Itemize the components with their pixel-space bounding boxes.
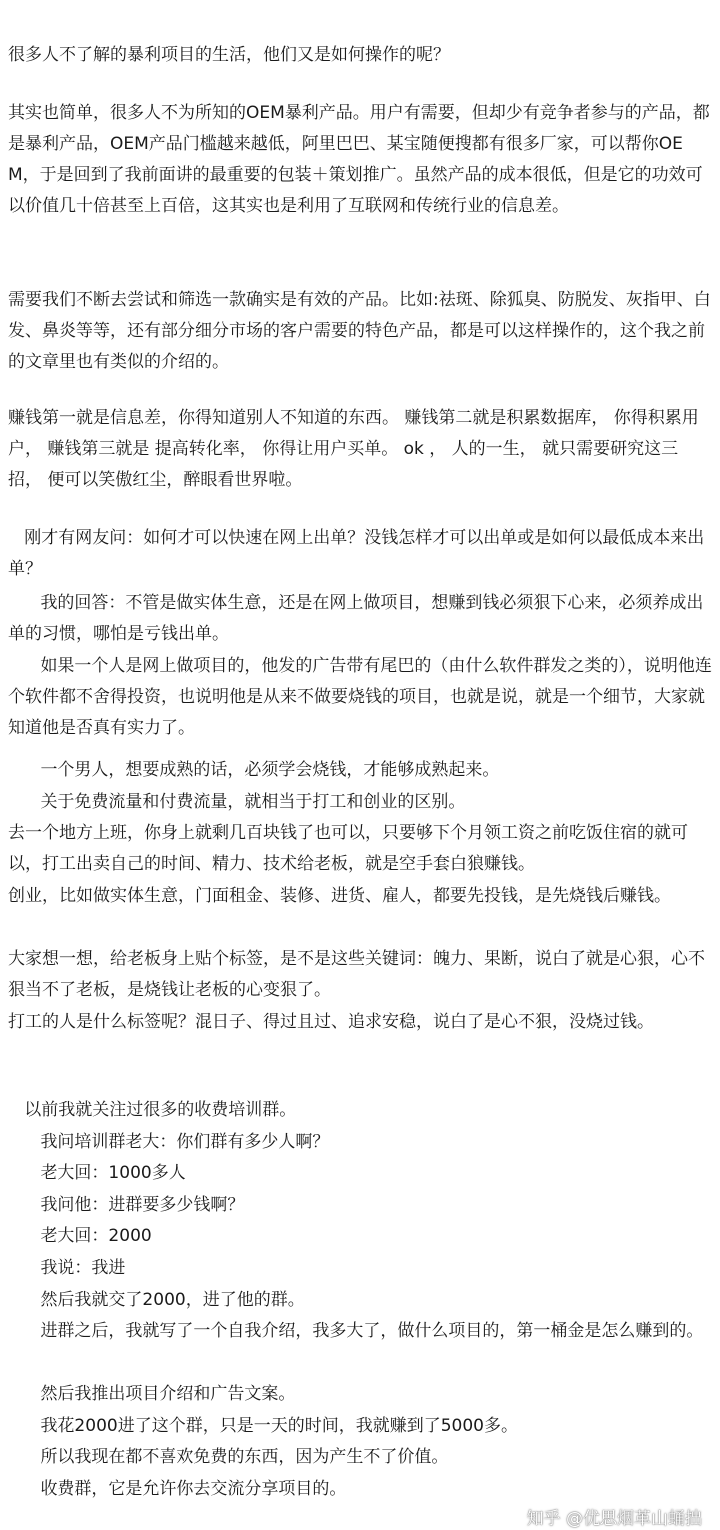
paragraph-worker-label: 打工的人是什么标签呢？混日子、得过且过、追求安稳，说白了是心不狠，没烧过钱。 (8, 1012, 654, 1032)
paragraph-three-moves: 赚钱第一就是信息差，你得知道别人不知道的东西。 赚钱第二就是积累数据库， 你得积累用户， 赚钱第三就是 提高转化率， 你得让用户买单。 ok ， 人的一生， 就只需要研究这三招， 便可以笑傲红尘，醉眼看世界啦。 (8, 408, 699, 490)
paragraph-startup: 创业，比如做实体生意，门面租金、装修、进货、雇人，都要先投钱，是先烧钱后赚钱。 (8, 886, 671, 906)
paragraph-boss-label: 大家想一想，给老板身上贴个标签，是不是这些关键词：魄力、果断，说白了就是心狠，心不狠当不了老板，是烧钱让老板的心变狠了。 (8, 949, 705, 1000)
paragraph-dialog-3: 我问他：进群要多少钱啊？ (8, 1195, 245, 1215)
paragraph-self-intro: 进群之后，我就写了一个自我介绍，我多大了，做什么项目的，第一桶金是怎么赚到的。 (8, 1321, 704, 1341)
paragraph-answer: 我的回答：不管是做实体生意，还是在网上做项目，想赚到钱必须狠下心来，必须养成出单的习惯，哪怕是亏钱出单。 (8, 593, 704, 644)
paragraph-no-free: 所以我现在都不喜欢免费的东西，因为产生不了价值。 (8, 1447, 449, 1467)
paragraph-products: 需要我们不断去尝试和筛选一款确实是有效的产品。比如:祛斑、除狐臭、防脱发、灰指甲、白发、鼻炎等等，还有部分细分市场的客户需要的特色产品，都是可以这样操作的，这个我之前的文章里也有类似的介绍的。 (8, 290, 711, 372)
paragraph-question: 刚才有网友问：如何才可以快速在网上出单？没钱怎样才可以出单或是如何以最低成本来出单？ (8, 528, 705, 579)
paragraph-paid-groups: 以前我就关注过很多的收费培训群。 (8, 1100, 297, 1120)
paragraph-dialog-5: 我说：我进 (8, 1258, 126, 1278)
paragraph-dialog-4: 老大回：2000 (8, 1226, 152, 1246)
paragraph-traffic: 关于免费流量和付费流量，就相当于打工和创业的区别。 (8, 792, 466, 812)
paragraph-ad-tail: 如果一个人是网上做项目的，他发的广告带有尾巴的（由什么软件群发之类的），说明他连个软件都不舍得投资，也说明他是从来不做要烧钱的项目，也就是说，就是一个细节，大家就知道他是否真有实力了。 (8, 656, 712, 738)
paragraph-oem: 其实也简单，很多人不为所知的OEM暴利产品。用户有需要，但却少有竞争者参与的产品，都是暴利产品，OEM产品门槛越来越低，阿里巴巴、某宝随便搜都有很多厂家，可以帮你OEM，于是回到了我前面讲的最重要的包装＋策划推广。虽然产品的成本很低，但是它的功效可以价值几十倍甚至上百倍，这其实也是利用了互联网和传统行业的信息差。 (8, 103, 710, 216)
paragraph-work: 去一个地方上班，你身上就剩几百块钱了也可以，只要够下个月领工资之前吃饭住宿的就可以，打工出卖自己的时间、精力、技术给老板，就是空手套白狼赚钱。 (8, 823, 688, 874)
paragraph-joined: 然后我就交了2000，进了他的群。 (8, 1290, 305, 1310)
paragraph-intro: 很多人不了解的暴利项目的生活，他们又是如何操作的呢？ (8, 45, 450, 65)
zhihu-watermark: 知乎 @优思烟革山蛹拙 (526, 1509, 702, 1529)
paragraph-dialog-1: 我问培训群老大：你们群有多少人啊？ (8, 1132, 330, 1152)
paragraph-burn-money: 一个男人，想要成熟的话，必须学会烧钱，才能够成熟起来。 (8, 760, 500, 780)
paragraph-dialog-2: 老大回：1000多人 (8, 1163, 186, 1183)
paragraph-paid-group-share: 收费群，它是允许你去交流分享项目的。 (8, 1479, 347, 1499)
paragraph-earned: 我花2000进了这个群，只是一天的时间，我就赚到了5000多。 (8, 1416, 518, 1436)
paragraph-promo: 然后我推出项目介绍和广告文案。 (8, 1384, 296, 1404)
